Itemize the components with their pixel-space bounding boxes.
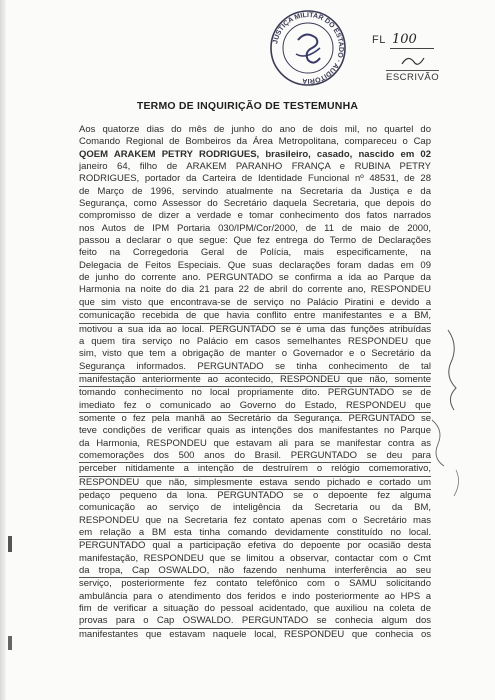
body-line: perceber nitidamente a intenção de destruírem o relógio comemorativo, bbox=[79, 463, 431, 476]
body-line: de junho do corrente ano. PERGUNTADO se confirma a ida ao Parque da bbox=[79, 272, 431, 284]
body-line: janeiro 64, filho de ARAKEM PARANHO FRANÇA e RUBINA PETRY bbox=[79, 161, 431, 173]
body-line: manifestação anteriormente ao acontecido, RESPONDEU que não, somente bbox=[79, 374, 431, 387]
body-line: comemorações dos 500 anos do Brasil. PERGUNTADO se deu para bbox=[79, 450, 431, 463]
body-line: RODRIGUES, portador da Carteira de Identidade Funcional nº 48531, de 28 bbox=[79, 173, 431, 185]
body-line: RESPONDEU que não, simplesmente estava sendo pichado e cortado um bbox=[79, 477, 431, 490]
body-line: ambulância para o atendimento dos feridos e indo posteriormente ao HPS a bbox=[79, 590, 431, 602]
testimony-body bbox=[79, 124, 431, 641]
body-line: serviço, posteriormente fez contato telefônico com o SAMU solicitando bbox=[79, 578, 431, 590]
body-line: Segurança, como Assessor do Secretário daquela Secretaria, que depois do bbox=[79, 198, 431, 210]
escrivao-label: ESCRIVÃO bbox=[386, 72, 440, 83]
body-line: Aos quatorze dias do mês de junho do ano de dois mil, no quartel do bbox=[79, 124, 431, 135]
body-line: teve condições de verificar quais as intenções dos manifestantes no Parque bbox=[79, 425, 431, 437]
body-line: da tropa, Cap OSWALDO, não fazendo nenhuma interferência ao seu bbox=[79, 565, 431, 578]
body-line: PERGUNTADO qual a participação efetiva do depoente por ocasião desta bbox=[79, 540, 431, 552]
folio-label: FL bbox=[372, 34, 386, 46]
body-line: pedaço pequeno da lona. PERGUNTADO se o depoente fez alguma bbox=[79, 489, 431, 501]
body-line: manifestantes que estavam naquele local, RESPONDEU que conhecia os bbox=[79, 628, 431, 640]
folio-number: 100 bbox=[392, 32, 417, 47]
body-line: QOEM ARAKEM PETRY RODRIGUES, brasileiro, casado, nascido em 02 bbox=[79, 148, 431, 160]
body-line: fim de verificar a situação do pessoal acidentado, que auxiliou na coleta de bbox=[79, 603, 431, 615]
body-line: tomando conhecimento no local propriamente dito. PERGUNTADO se de bbox=[79, 387, 431, 399]
body-line: Comando Regional de Bombeiros da Área Metropolitana, compareceu o Cap bbox=[79, 136, 431, 148]
body-line: compromisso de dizer a verdade e tomar conhecimento dos fatos narrados bbox=[79, 210, 431, 222]
body-line: que sim visto que encontrava-se de serviço no Palácio Piratini e devido a bbox=[79, 297, 431, 310]
body-line: nos Autos de IPM Portaria 030/IPM/Cor/2000, de 11 de maio de 2000, bbox=[79, 222, 431, 234]
body-line: Harmonia na noite do dia 21 para 22 de abril do corrente ano, RESPONDEU bbox=[79, 284, 431, 296]
body-line: manifestação, RESPONDEU que se limitou a observar, contactar com o Cmt bbox=[79, 552, 431, 564]
body-line: feito na Corregedoria Geral de Polícia, mais especificamente, na bbox=[79, 247, 431, 259]
body-line: em relação a BM esta tinha comando devidamente constituído no local. bbox=[79, 527, 431, 540]
body-line: motivou a sua ida ao local. PERGUNTADO se é uma das funções atribuídas bbox=[79, 323, 431, 335]
folio-underline bbox=[390, 48, 434, 49]
body-line: de Março de 1996, servindo atualmente na Secretaria da Justiça e da bbox=[79, 185, 431, 197]
body-line: passou a declarar o que segue: Que fez entrega do Termo de Declarações bbox=[79, 235, 431, 247]
body-line: Segurança informados. PERGUNTADO se tinha conhecimento de tal bbox=[79, 361, 431, 374]
body-line: comunicação ao serviço de inteligência da Secretaria ou da BM, bbox=[79, 502, 431, 514]
body-line: imediato fez o comunicado ao Governo do Estado, RESPONDEU que bbox=[79, 400, 431, 413]
body-line: da Harmonia, RESPONDEU que estavam ali para se manifestar contra as bbox=[79, 437, 431, 449]
document-title: TERMO DE INQUIRIÇÃO DE TESTEMUNHA bbox=[136, 100, 359, 112]
body-line: somente o fez pela manhã ao Secretário da Segurança. PERGUNTADO se bbox=[79, 412, 431, 424]
body-line: comunicação recebida de que havia conflito entre manifestantes e a BM, bbox=[79, 310, 431, 323]
body-line: provas para o Cap OSWALDO. PERGUNTADO se conhecia algum dos bbox=[79, 615, 431, 628]
body-line: a quem tira serviço no Palácio em casos semelhantes RESPONDEU que bbox=[79, 335, 431, 347]
body-line: Delegacia de Feitos Especiais. Que suas declarações foram dadas em 09 bbox=[79, 259, 431, 271]
body-line: sim, visto que tem a obrigação de manter o Governador e o Secretário da bbox=[79, 348, 431, 360]
escrivao-initials-signature bbox=[398, 52, 428, 70]
official-seal-stamp bbox=[268, 8, 348, 88]
body-line: RESPONDEU que na Secretaria fez contato apenas com o Secretário mas bbox=[79, 514, 431, 526]
seal-text: JUSTIÇA MILITAR DO ESTADO · AUDITORIA bbox=[272, 11, 345, 85]
